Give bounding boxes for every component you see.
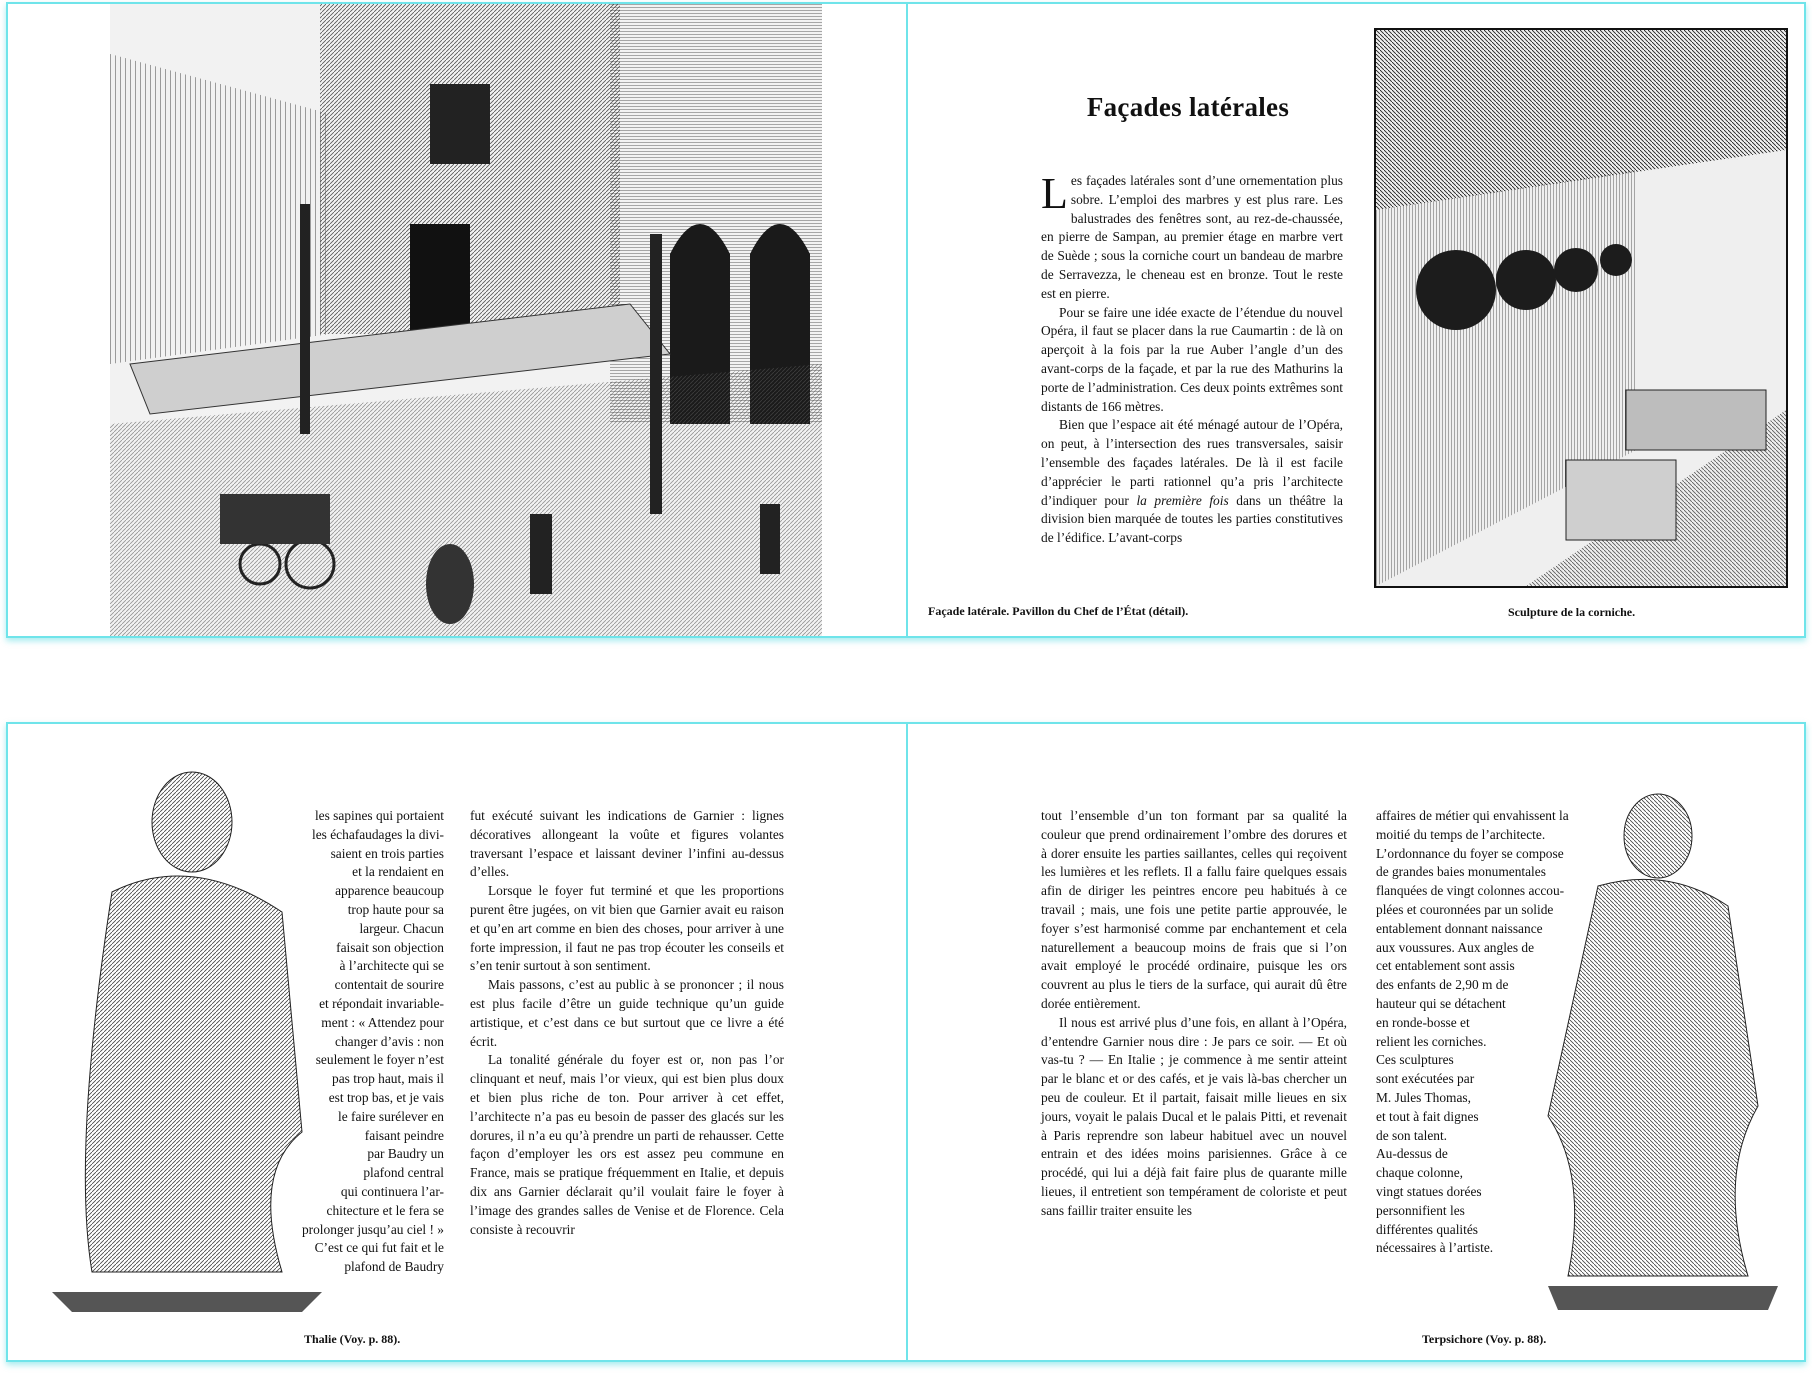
text-line: plées et couronnées par un solide <box>1376 901 1554 917</box>
text-line: à l’architecte qui se <box>339 958 444 974</box>
paragraph: Bien que l’espace ait été ménagé autour de l’Opéra, on peut, à l’intersection des rues transversales, saisir l’ensemble des façades latérales. De là il est facile d’apprécier le parti rationnel qu’a pris l’architecte d’indiquer pour <box>1041 417 1343 508</box>
text-line: L’ordonnance du foyer se compose <box>1376 845 1564 861</box>
text-line: en ronde-bosse et <box>1376 1014 1470 1030</box>
text-line: et tout à fait dignes <box>1376 1108 1479 1124</box>
text-line: par Baudry un <box>367 1146 444 1162</box>
page-title: Façades latérales <box>1086 92 1290 122</box>
paragraph: La tonalité générale du foyer est or, non pas l’or clinquant et neuf, mais l’or vieux, qui est bien plus doux et bien plus riche de ton. Pour arriver à cet effet, l’architecte n’a pas eu besoin de passer des glacés sur les dorures, il n’a eu qu’à prendre un parti de rehausser. Cette façon d’employer les ors est assez peu commune en France, mais se pratique fréquemment en Italie, et depuis dix ans Garnier déclarait qu’il voulait faire le foyer à l’image des grandes salles de Venise et de Florence. Cela consiste à recouvrir <box>470 1052 784 1237</box>
text-line: plafond central <box>363 1165 444 1181</box>
paragraph: Il nous est arrivé plus d’une fois, en allant à l’Opéra, d’entendre Garnier nous dire : Je pars ce soir. — Et où vas-tu ? — En Italie ; je commence à me sentir atteint par le blanc et or des cafés, et je vais là-bas chercher un peu de couleur. Et il partait, faisait mille lieues en six jours, voyait le palais Ducal et le palais Pitti, et revenait à Paris reprendre son labeur habituel avec un nouvel entrain et des idées moins parisiennes. Grâce à ce procédé, qui lui a déjà fait faire plus de quarante mille lieues, il entretient son tempérament de coloriste et peut sans faillir traiter ensuite les <box>1041 1014 1347 1218</box>
paragraph: fut exécuté suivant les indications de Garnier : lignes décoratives allongeant la voûte et figures volantes traversant l’espace et laissant deviner l’infini au-dessus d’elles. <box>470 808 784 880</box>
text-line: M. Jules Thomas, <box>1376 1089 1471 1105</box>
text-line: apparence beaucoup <box>335 883 444 899</box>
paragraph: tout l’ensemble d’un ton formant par sa qualité la couleur que prend ordinairement l’ombre des dorures et à dorer ensuite les parties saillantes, celles qui reçoivent les lumières et les reflets. Il a fallu faire quelques essais afin de diriger les peintres encore peu habitués à ce travail ; mais, une fois une petite partie approuvée, le foyer s’est harmonisé comme par enchantement et cela naturellement a beaucoup moins de frais que si l’on avait employé le procédé ordinaire, puisque les ors couvrent au plus le tiers de la surface, qui aurait dû être dorée entièrement. <box>1041 808 1347 1011</box>
text-line: des enfants de 2,90 m de <box>1376 977 1509 993</box>
text-line: hauteur qui se détachent <box>1376 995 1506 1011</box>
text-line: prolonger jusqu’au ciel ! » <box>301 1221 444 1237</box>
text-line: chaque colonne, <box>1376 1165 1463 1181</box>
text-line: nécessaires à l’artiste. <box>1376 1240 1494 1256</box>
paragraph: es façades latérales sont d’une ornementation plus sobre. L’emploi des marbres y est plus rare. Les balustrades des fenêtres sont, au rez-de-chaussée, en pierre de Sampan, au premier étage en marbre vert de Suède ; sous la corniche court un bandeau de marbre de Serravezza, le cheneau est en bronze. Tout le reste est en pierre. <box>1041 173 1343 301</box>
text-line: personnifient les <box>1376 1202 1465 1218</box>
paragraph: Mais passons, c’est au public à se prononcer ; il nous est plus facile d’être un guide technique qu’un guide artistique, et c’est dans ce but surtout que ce livre a été écrit. <box>470 977 784 1049</box>
text-line: plafond de Baudry <box>344 1259 444 1275</box>
figure-caption: Façade latérale. Pavillon du Chef de l’État (détail). <box>928 604 1189 618</box>
figure-caption: Thalie (Voy. p. 88). <box>304 1332 401 1346</box>
text-line: flanquées de vingt colonnes accou- <box>1376 883 1565 899</box>
text-line: seulement le foyer n’est <box>315 1052 444 1068</box>
text-line: saient en trois parties <box>330 845 444 861</box>
text-line: et la rendaient en <box>352 864 444 880</box>
text-line: C’est ce qui fut fait et le <box>314 1240 444 1256</box>
text-line: changer d’avis : non <box>335 1033 444 1049</box>
text-line: pas trop haut, mais il <box>332 1071 444 1087</box>
drop-cap: L <box>1041 169 1068 218</box>
text-line: cet entablement sont assis <box>1376 958 1515 974</box>
cornice-engraving <box>1374 28 1788 588</box>
italic-phrase: la première fois <box>1136 492 1229 508</box>
text-line: affaires de métier qui envahissent la <box>1376 808 1569 823</box>
figure-caption: Terpsichore (Voy. p. 88). <box>1422 1332 1547 1346</box>
text-line: trop haute pour sa <box>347 901 444 917</box>
text-line: est trop bas, et je vais <box>328 1089 444 1105</box>
figure-caption: Sculpture de la corniche. <box>1508 605 1636 619</box>
text-line: ment : « Attendez pour <box>321 1014 444 1030</box>
paragraph: Pour se faire une idée exacte de l’étendue du nouvel Opéra, il faut se placer dans la rue Caumartin : de là on aperçoit à la fois par la rue Auber l’angle d’un des avant-corps de la façade, et par la rue des Mathurins la porte de l’administration. Ces deux points extrêmes sont distants de 166 mètres. <box>1041 304 1343 414</box>
text-line: faisant peindre <box>364 1127 444 1143</box>
text-line: et répondait invariable- <box>319 995 444 1011</box>
text-line: vingt statues dorées <box>1376 1183 1482 1199</box>
text-column <box>1041 169 1343 548</box>
paragraph: Lorsque le foyer fut terminé et que les proportions purent être jugées, on vit bien que Garnier avait eu raison et qu’en art comme en bien des choses, pour arriver à une forte impression, il faut ne pas trop écouter les conseils et s’en tenir surtout à son sentiment. <box>470 883 784 974</box>
text-line: relient les corniches. <box>1376 1033 1487 1049</box>
text-line: Ces sculptures <box>1376 1052 1454 1068</box>
text-line: chitecture et le fera se <box>326 1202 444 1218</box>
text-line: qui continuera l’ar- <box>340 1183 444 1199</box>
text-line: le faire surélever en <box>338 1108 444 1124</box>
spread-top <box>6 2 1806 638</box>
text-line: contentait de sourire <box>334 977 444 993</box>
text-line: les sapines qui portaient <box>314 808 444 823</box>
text-column <box>1041 807 1347 1221</box>
text-line: de son talent. <box>1376 1127 1448 1143</box>
terpsichore-statue-engraving <box>1518 776 1786 1310</box>
text-column-shaped <box>246 807 444 1277</box>
text-line: les échafaudages la divi- <box>312 826 444 842</box>
text-column <box>470 807 784 1239</box>
text-line: Au-dessus de <box>1376 1146 1448 1162</box>
text-line: faisait son objection <box>336 939 444 955</box>
text-line: sont exécutées par <box>1376 1071 1475 1087</box>
facade-engraving <box>110 4 822 636</box>
text-line: moitié du temps de l’architecte. <box>1376 826 1546 842</box>
text-line: aux voussures. Aux angles de <box>1376 939 1535 955</box>
gutter <box>906 4 908 636</box>
gutter <box>906 724 908 1360</box>
text-line: de grandes baies monumentales <box>1376 864 1546 880</box>
text-line: entablement donnant naissance <box>1376 920 1543 936</box>
paragraph-tail: dans un théâtre la division bien marquée de toutes les parties constitutives de l’édifice. L’avant-corps <box>1041 492 1343 546</box>
text-line: largeur. Chacun <box>359 920 444 936</box>
spread-bottom <box>6 722 1806 1362</box>
text-line: différentes qualités <box>1376 1221 1479 1237</box>
